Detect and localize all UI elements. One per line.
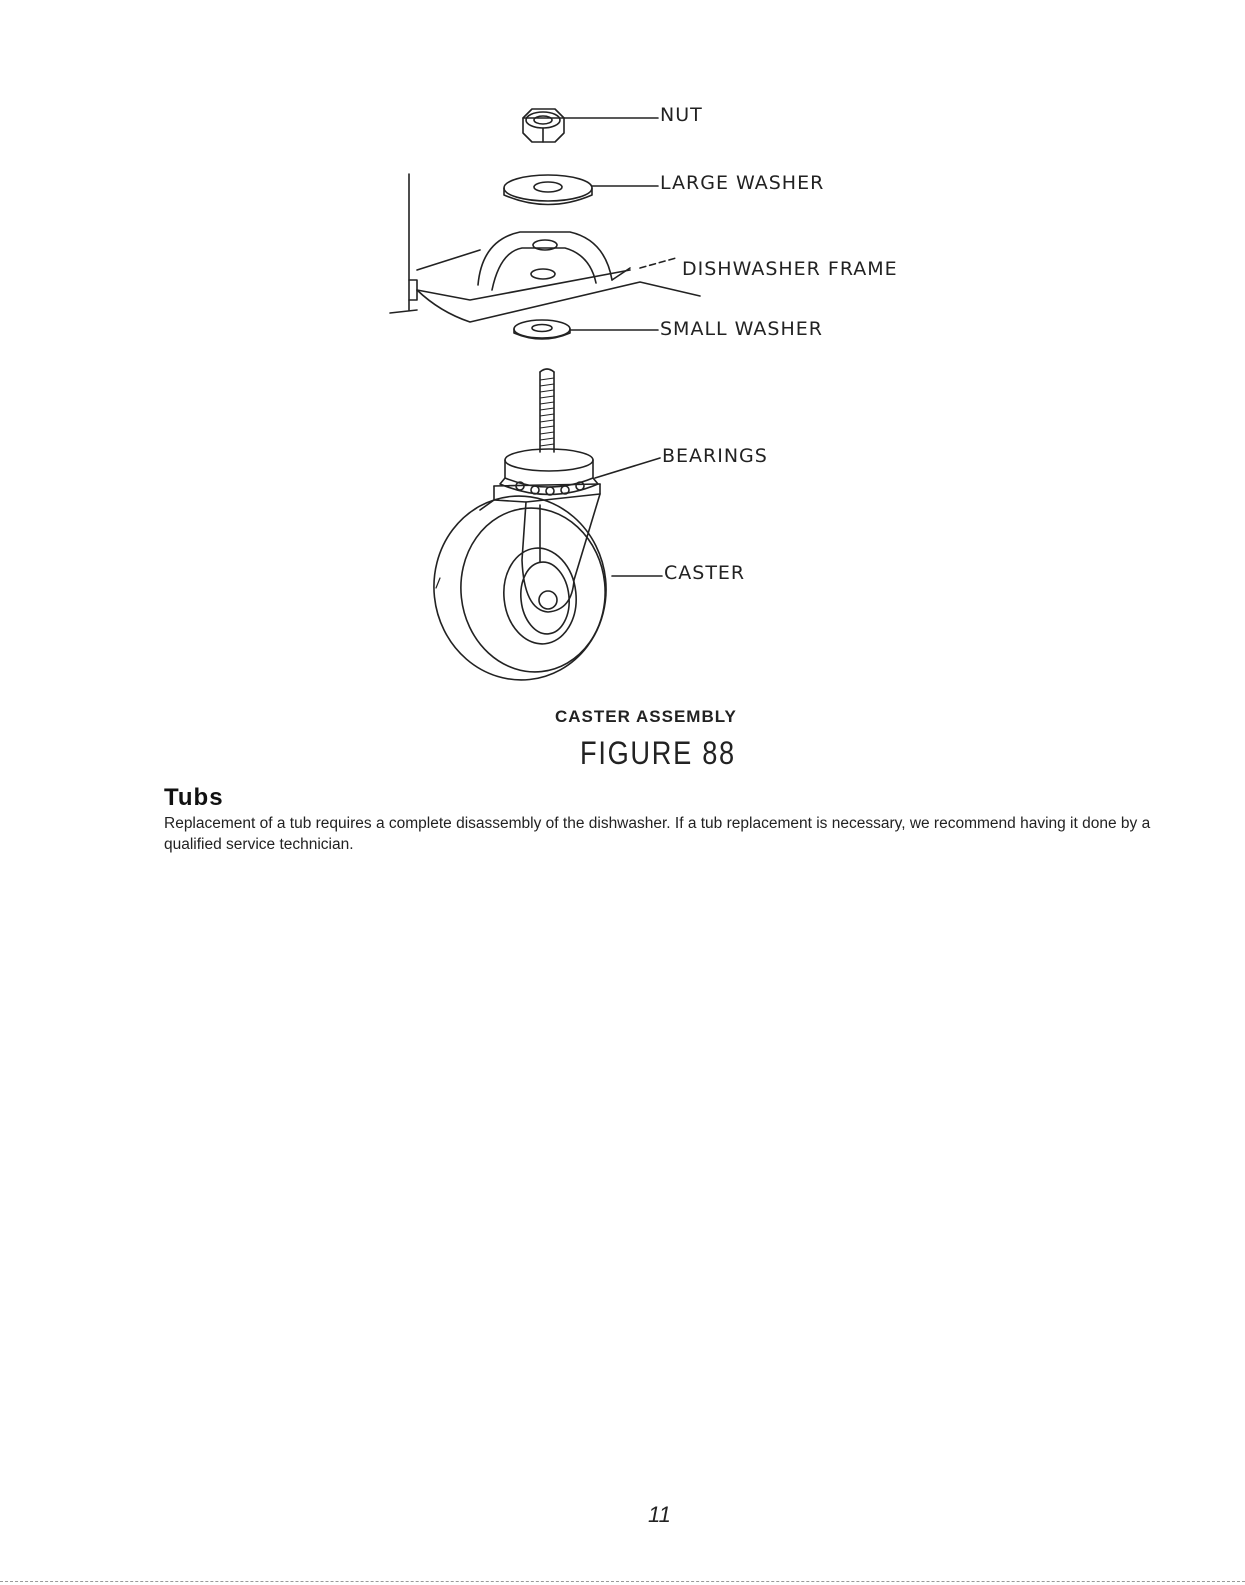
section-heading: Tubs: [164, 784, 224, 811]
dishwasher-frame-leader: [640, 258, 676, 268]
large-washer-part: [504, 175, 592, 205]
threaded-stud-part: [540, 369, 554, 452]
section-body-text: Replacement of a tub requires a complete disassembly of the dishwasher. If a tub replacement is necessary, we recommend having it done by a qualified service technician.: [164, 815, 1151, 853]
label-caster: CASTER: [664, 562, 746, 584]
bearings-leader: [595, 458, 660, 478]
label-dishwasher-frame: DISHWASHER FRAME: [682, 258, 898, 280]
label-nut: NUT: [660, 104, 703, 126]
small-washer-part: [514, 320, 570, 339]
label-large-washer: LARGE WASHER: [660, 172, 825, 194]
dishwasher-frame-part: [390, 232, 700, 322]
caster-wheel-part: [425, 488, 615, 689]
page-bottom-rule: [0, 1581, 1245, 1582]
figure-number: FIGURE 88: [580, 735, 736, 771]
caster-assembly-illustration: [0, 0, 1245, 700]
bearings-part: [500, 449, 598, 495]
figure-caption: CASTER ASSEMBLY: [555, 707, 737, 726]
label-bearings: BEARINGS: [662, 445, 768, 467]
nut-part: [523, 109, 564, 142]
label-small-washer: SMALL WASHER: [660, 318, 823, 340]
page-number: 11: [648, 1502, 671, 1527]
